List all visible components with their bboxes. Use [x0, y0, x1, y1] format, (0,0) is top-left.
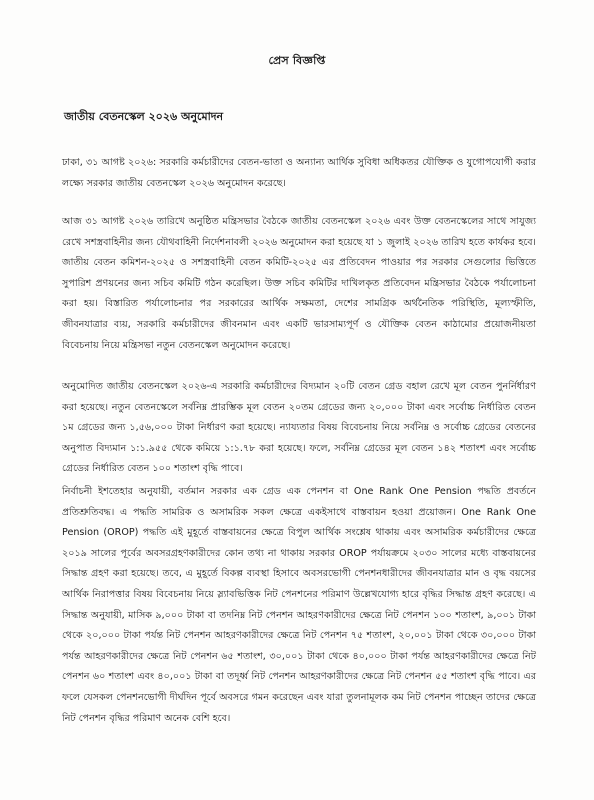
paragraph-intro: ঢাকা, ৩১ আগষ্ট ২০২৬: সরকারি কর্মচারীদের বেতন-ভাতা ও অন্যান্য আর্থিক সুবিধা অধিকতর যৌক্তিক ও যুগোপযোগী করার লক্ষ্যে সরকার জাতীয় বেতনস্কেল ২০২৬ অনুমোদন করেছে।	[62, 157, 536, 189]
document-title: প্রেস বিজ্ঞপ্তি	[268, 54, 326, 67]
paragraph-cabinet-approval: আজ ৩১ আগষ্ট ২০২৬ তারিখে অনুষ্ঠিত মন্ত্রিসভার বৈঠকে জাতীয় বেতনস্কেল ২০২৬ এবং উক্ত বেতনস্কেলের সাথে সাযুজ্য রেখে সশস্ত্রবাহিনীর জন্য যৌথবাহিনী নির্দেশনাবলী ২০২৬ অনুমোদন করা হয়েছে যা ১ জুলাই ২০২৬ তারিখ হতে কার্যকর হবে। জাতীয় বেতন কমিশন-২০২৫ ও সশস্ত্রবাহিনী বেতন কমিটি-২০২৫ এর প্রতিবেদন পাওয়ার পর সরকার সেগুলোর ভিত্তিতে সুপারিশ প্রণয়নের জন্য সচিব কমিটি গঠন করেছিল। উক্ত সচিব কমিটির দাখিলকৃত প্রতিবেদন মন্ত্রিসভার বৈঠকে পর্যালোচনা করা হয়। বিস্তারিত পর্যালোচনার পর সরকারের আর্থিক সক্ষমতা, দেশের সামগ্রিক অর্থনৈতিক পরিস্থিতি, মূল্যস্ফীতি, জীবনযাত্রার ব্যয়, সরকারি কর্মচারীদের জীবনমান এবং একটি ভারসাম্যপূর্ণ ও যৌক্তিক বেতন কাঠামোর প্রয়োজনীয়তা বিবেচনায় নিয়ে মন্ত্রিসভা নতুন বেতনস্কেল অনুমোদন করেছে।	[62, 216, 536, 351]
document-heading: জাতীয় বেতনস্কেল ২০২৬ অনুমোদন	[64, 110, 224, 123]
paragraph-pension: নির্বাচনী ইশতেহার অনুযায়ী, বর্তমান সরকার এক গ্রেড এক পেনশন বা One Rank One Pension পদ্ধতি প্রবর্তনে প্রতিশ্রুতিবদ্ধ। এ পদ্ধতি সামরিক ও অসামরিক সকল ক্ষেত্রে একইসাথে বাস্তবায়ন হওয়া প্রয়োজন। One Rank One Pension (OROP) পদ্ধতি এই মুহূর্তে বাস্তবায়নের ক্ষেত্রে বিপুল আর্থিক সংশ্লেষ থাকায় এবং অসামরিক কর্মচারীদের ক্ষেত্রে ২০১৯ সালের পূর্বের অবসরগ্রহণকারীদের কোন তথ্য না থাকায় সরকার OROP পর্যায়ক্রমে ২০৩০ সালের মধ্যে বাস্তবায়নের সিদ্ধান্ত গ্রহণ করা হয়েছে। তবে, এ মুহূর্তে বিকল্প ব্যবস্থা হিসাবে অবসরভোগী পেনশনধারীদের জীবনযাত্রার মান ও বৃদ্ধ বয়সের আর্থিক নিরাপত্তার বিষয় বিবেচনায় নিয়ে স্ল্যাবভিত্তিক নিট পেনশনের পরিমাণ উল্লেখযোগ্য হারে বৃদ্ধির সিদ্ধান্ত গ্রহণ করেছে। এ সিদ্ধান্ত অনুযায়ী, মাসিক ৯,০০০ টাকা বা তদনিম্ন নিট পেনশন আহরণকারীদের ক্ষেত্রে নিট পেনশন ১০০ শতাংশ, ৯,০০১ টাকা থেকে ২০,০০০ টাকা পর্যন্ত নিট পেনশন আহরণকারীদের ক্ষেত্রে নিট পেনশন ৭৫ শতাংশ, ২০,০০১ টাকা থেকে ৩০,০০০ টাকা পর্যন্ত আহরণকারীদের ক্ষেত্রে নিট পেনশন ৬৫ শতাংশ, ৩০,০০১ টাকা থেকে ৪০,০০০ টাকা পর্যন্ত আহরণকারীদের ক্ষেত্রে নিট পেনশন ৬০ শতাংশ এবং ৪০,০০১ টাকা বা তদূর্ধ্ব নিট পেনশন আহরণকারীদের ক্ষেত্রে নিট পেনশন ৫৫ শতাংশ বৃদ্ধি পাবে। এর ফলে যেসকল পেনশনভোগী দীর্ঘদিন পূর্বে অবসরে গমন করেছেন এবং যারা তুলনামূলক কম নিট পেনশন পাচ্ছেন তাদের ক্ষেত্রে নিট পেনশন বৃদ্ধির পরিমাণ অনেক বেশি হবে।	[62, 486, 536, 724]
paragraph-pay-grades: অনুমোদিত জাতীয় বেতনস্কেল ২০২৬-এ সরকারি কর্মচারীদের বিদ্যমান ২০টি বেতন গ্রেড বহাল রেখে মূল বেতন পুনর্নির্ধারণ করা হয়েছে। নতুন বেতনস্কেলে সর্বনিম্ন প্রারম্ভিক মূল বেতন ২০তম গ্রেডের জন্য ২০,০০০ টাকা এবং সর্বোচ্চ নির্ধারিত বেতন ১ম গ্রেডের জন্য ১,৫৬,০০০ টাকা নির্ধারণ করা হয়েছে। ন্যায্যতার বিষয় বিবেচনায় নিয়ে সর্বনিম্ন ও সর্বোচ্চ গ্রেডের বেতনের অনুপাত বিদ্যমান ১:১.৯৫৫ থেকে কমিয়ে ১:১.৭৮ করা হয়েছে। ফলে, সর্বনিম্ন গ্রেডের মূল বেতন ১৪২ শতাংশ এবং সর্বোচ্চ গ্রেডের নির্ধারিত বেতন ১০০ শতাংশ বৃদ্ধি পাবে।	[62, 381, 536, 475]
